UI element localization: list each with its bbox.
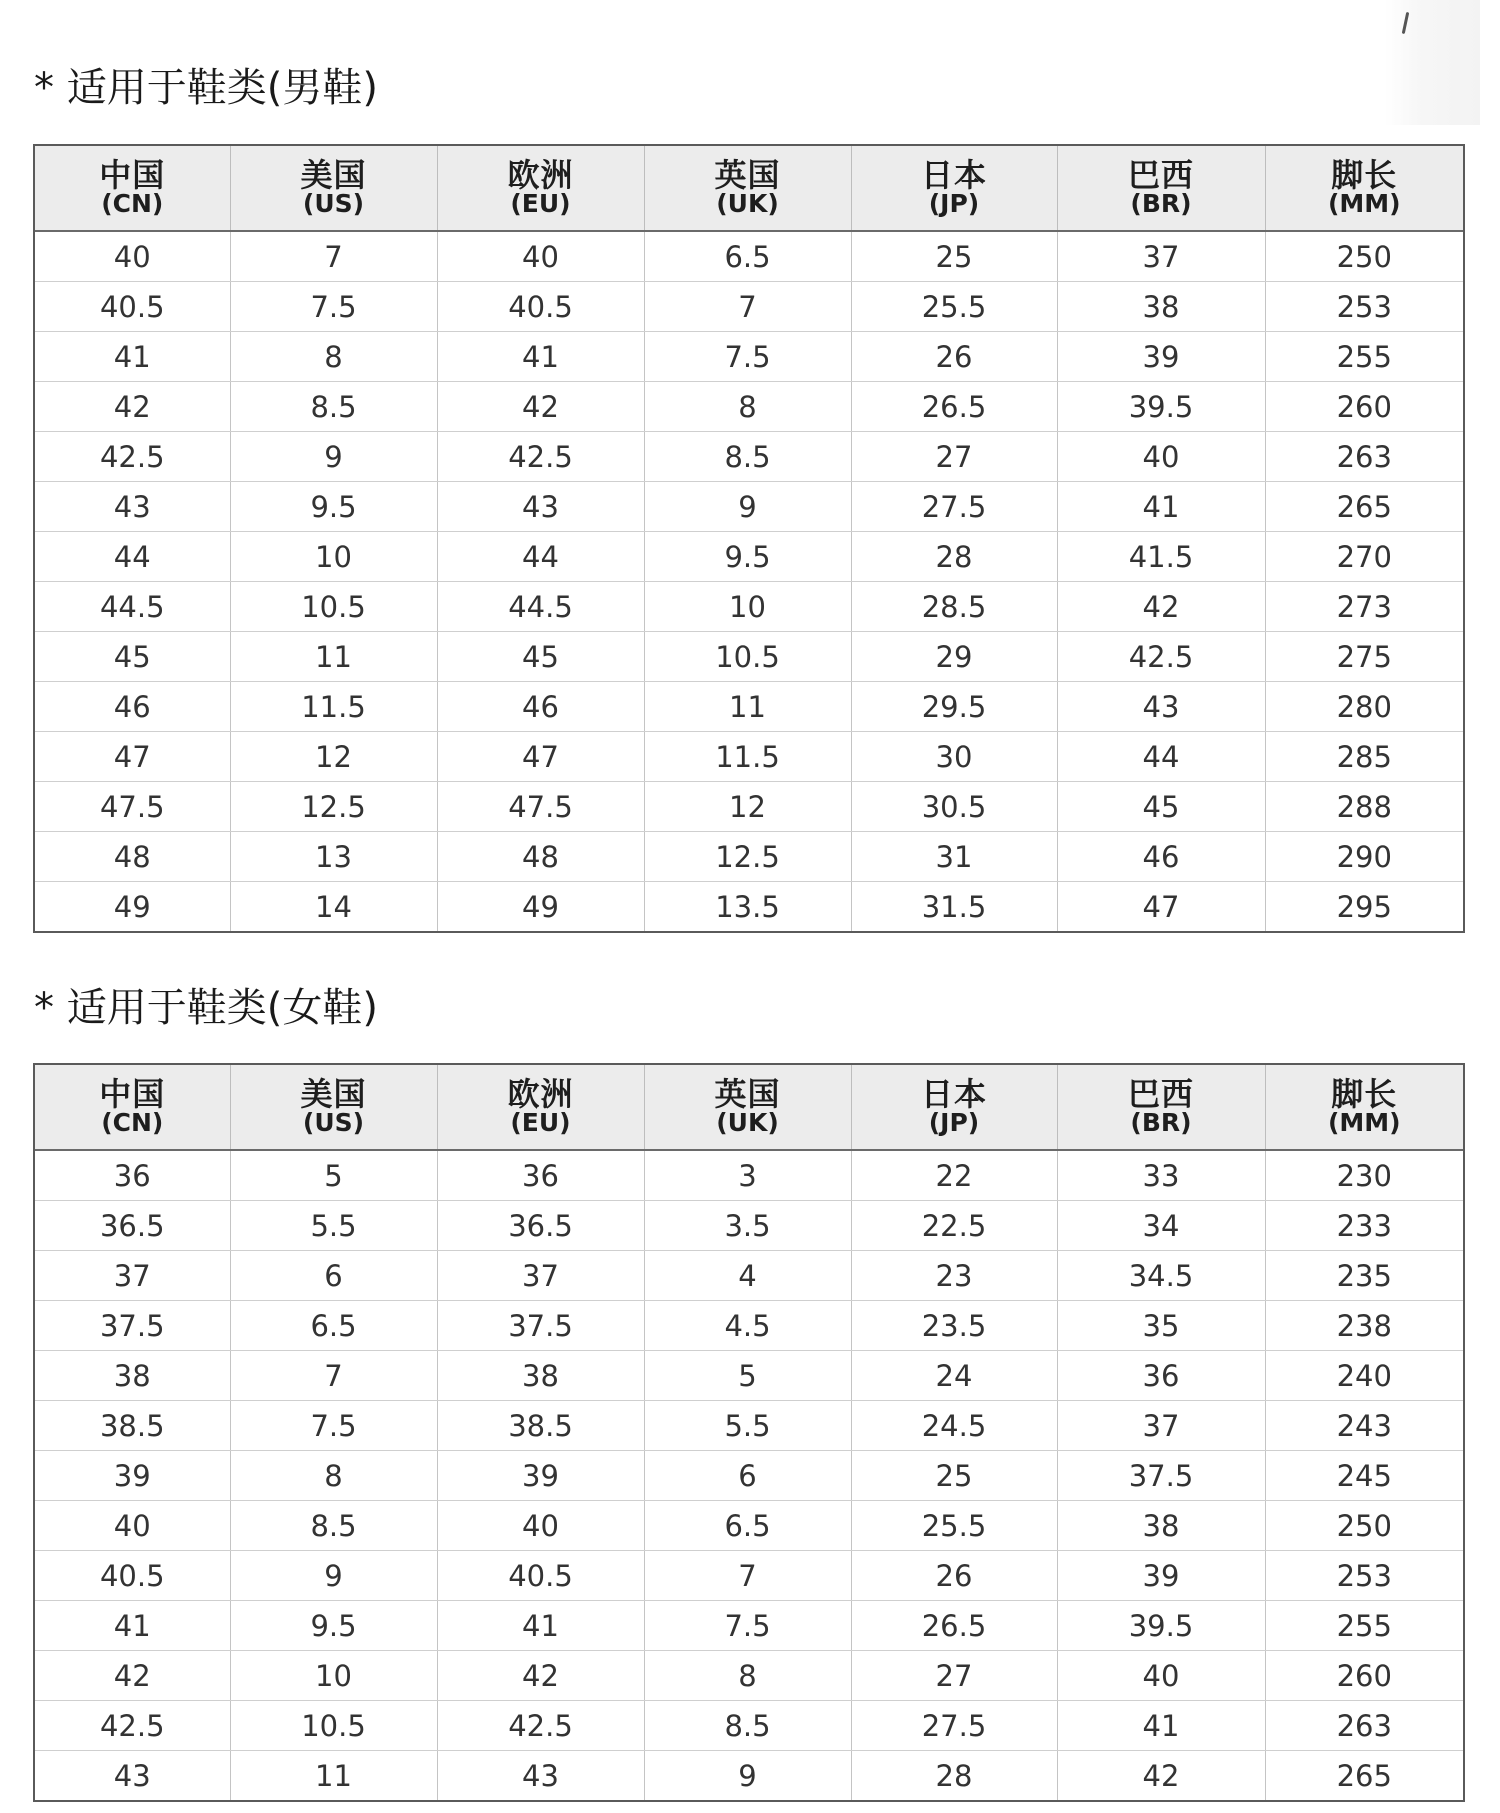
table-cell: 265 — [1336, 1758, 1392, 1793]
men-table-header — [35, 146, 1463, 231]
table-cell: 7 — [644, 282, 851, 332]
table-row — [35, 1501, 1463, 1551]
table-cell: 11.5 — [644, 732, 851, 782]
table-cell: 5 — [644, 1351, 851, 1401]
table-cell: 273 — [1265, 582, 1463, 632]
table-cell: 23 — [851, 1251, 1057, 1301]
table-cell: 6.5 — [230, 1301, 437, 1351]
table-cell: 230 — [1265, 1150, 1463, 1201]
table-cell: 41 — [35, 332, 230, 382]
header-label-en: (UK) — [716, 1107, 779, 1137]
table-cell: 40 — [35, 231, 230, 282]
men-header-us — [230, 146, 437, 231]
table-cell: 265 — [1265, 482, 1463, 532]
table-cell: 10.5 — [644, 632, 851, 682]
header-label-en: (EU) — [510, 1107, 571, 1137]
men-header-uk — [644, 146, 851, 231]
table-cell: 36 — [1057, 1351, 1265, 1401]
table-cell: 8 — [230, 1451, 437, 1501]
table-cell: 26 — [851, 1551, 1057, 1601]
table-cell: 45 — [35, 632, 230, 682]
table-cell: 25 — [851, 231, 1057, 282]
table-cell: 250 — [1265, 231, 1463, 282]
table-cell: 40 — [1057, 1651, 1265, 1701]
table-row — [35, 1701, 1463, 1751]
women-header-jp — [851, 1065, 1057, 1150]
header-label-zh: 中国 — [99, 1074, 166, 1113]
table-row — [35, 231, 1463, 282]
header-label-zh: 巴西 — [1127, 1074, 1194, 1113]
men-section-title: * 适用于鞋类(男鞋) — [34, 65, 378, 111]
table-cell: 39.5 — [1057, 382, 1265, 432]
table-cell: 43 — [35, 1751, 230, 1801]
table-cell: 47 — [1057, 882, 1265, 932]
table-row — [35, 1301, 1463, 1351]
table-cell: 44.5 — [437, 582, 644, 632]
table-cell: 37 — [1057, 1401, 1265, 1451]
table-cell: 288 — [1265, 782, 1463, 832]
header-label-zh: 日本 — [920, 155, 987, 194]
table-cell: 37.5 — [1057, 1451, 1265, 1501]
table-cell: 260 — [1265, 382, 1463, 432]
header-label-zh: 美国 — [300, 155, 367, 194]
table-cell: 28 — [851, 532, 1057, 582]
header-label-zh: 脚长 — [1331, 155, 1398, 194]
table-row — [35, 1451, 1463, 1501]
table-cell: 43 — [437, 1751, 644, 1801]
women-header-cn — [35, 1065, 230, 1150]
table-cell: 260 — [1265, 1651, 1463, 1701]
table-cell: 48 — [35, 832, 230, 882]
table-row — [35, 1351, 1463, 1401]
table-cell: 33 — [1057, 1150, 1265, 1201]
table-cell: 36.5 — [35, 1201, 230, 1251]
table-cell: 9.5 — [230, 1601, 437, 1651]
table-cell: 10.5 — [230, 1701, 437, 1751]
table-cell: 27.5 — [851, 1701, 1057, 1751]
table-cell: 6.5 — [644, 1501, 851, 1551]
table-cell: 7 — [230, 231, 437, 282]
table-row — [35, 582, 1463, 632]
table-cell: 49 — [35, 882, 230, 932]
women-section-title: * 适用于鞋类(女鞋) — [34, 985, 378, 1031]
table-row — [35, 732, 1463, 782]
table-cell: 9 — [644, 1751, 851, 1801]
table-row — [35, 632, 1463, 682]
table-cell: 6 — [644, 1451, 851, 1501]
table-cell: 46 — [437, 682, 644, 732]
table-row — [35, 882, 1463, 932]
table-cell: 3 — [644, 1150, 851, 1201]
table-row — [35, 782, 1463, 832]
table-cell: 42.5 — [35, 432, 230, 482]
table-cell: 26.5 — [851, 1601, 1057, 1651]
table-row — [35, 282, 1463, 332]
table-cell: 39 — [35, 1451, 230, 1501]
header-label-en: (BR) — [1130, 1107, 1192, 1137]
table-cell: 255 — [1265, 332, 1463, 382]
header-label-en: (UK) — [716, 188, 779, 218]
table-cell: 38 — [437, 1351, 644, 1401]
table-cell: 39.5 — [1057, 1601, 1265, 1651]
table-cell: 9 — [230, 1551, 437, 1601]
corner-shading — [1385, 0, 1480, 125]
table-cell: 9.5 — [230, 482, 437, 532]
table-cell: 8.5 — [644, 1701, 851, 1751]
table-cell: 40.5 — [437, 282, 644, 332]
table-cell: 36 — [437, 1150, 644, 1201]
table-cell: 245 — [1265, 1451, 1463, 1501]
table-cell: 263 — [1265, 432, 1463, 482]
table-cell: 27 — [851, 1651, 1057, 1701]
table-cell: 14 — [230, 882, 437, 932]
table-cell: 48 — [437, 832, 644, 882]
table-cell: 42 — [1057, 582, 1265, 632]
table-cell: 42.5 — [437, 432, 644, 482]
table-cell: 250 — [1265, 1501, 1463, 1551]
table-cell: 38.5 — [437, 1401, 644, 1451]
table-row — [35, 532, 1463, 582]
table-cell: 8 — [644, 382, 851, 432]
table-cell: 9 — [644, 482, 851, 532]
table-cell: 37 — [1057, 231, 1265, 282]
table-cell: 43 — [35, 482, 230, 532]
table-cell: 11 — [230, 632, 437, 682]
table-cell: 253 — [1265, 1551, 1463, 1601]
table-cell: 295 — [1336, 889, 1392, 924]
table-cell: 9.5 — [644, 532, 851, 582]
table-cell: 255 — [1265, 1601, 1463, 1651]
table-cell: 30 — [851, 732, 1057, 782]
header-label-en: (US) — [302, 188, 365, 218]
table-cell: 10 — [230, 1651, 437, 1701]
table-cell: 13 — [230, 832, 437, 882]
table-cell: 38 — [1057, 282, 1265, 332]
header-label-zh: 欧洲 — [507, 155, 574, 194]
table-cell: 5.5 — [644, 1401, 851, 1451]
men-size-table — [33, 144, 1465, 933]
header-label-en: (JP) — [928, 1107, 980, 1137]
table-cell: 12.5 — [230, 782, 437, 832]
table-cell: 40 — [437, 231, 644, 282]
table-cell: 41 — [1057, 1701, 1265, 1751]
table-row — [35, 1201, 1463, 1251]
header-label-zh: 英国 — [714, 1074, 781, 1113]
table-cell: 26 — [851, 332, 1057, 382]
table-cell: 40.5 — [35, 1551, 230, 1601]
table-cell: 31.5 — [851, 882, 1057, 932]
table-cell: 36.5 — [437, 1201, 644, 1251]
table-row — [35, 482, 1463, 532]
table-cell: 9 — [230, 432, 437, 482]
table-cell: 13.5 — [644, 882, 851, 932]
table-cell: 5.5 — [230, 1201, 437, 1251]
table-cell: 8 — [644, 1651, 851, 1701]
header-label-en: (MM) — [1327, 188, 1401, 218]
table-row — [35, 1401, 1463, 1451]
table-cell: 12 — [230, 732, 437, 782]
table-cell: 42.5 — [1057, 632, 1265, 682]
table-cell: 29 — [851, 632, 1057, 682]
header-label-zh: 中国 — [99, 155, 166, 194]
women-header-mm — [1265, 1065, 1463, 1150]
header-label-zh: 日本 — [920, 1074, 987, 1113]
table-cell: 4 — [644, 1251, 851, 1301]
table-cell: 25 — [851, 1451, 1057, 1501]
table-cell: 47.5 — [437, 782, 644, 832]
women-header-br — [1057, 1065, 1265, 1150]
table-cell: 42 — [35, 382, 230, 432]
table-cell: 34 — [1057, 1201, 1265, 1251]
table-cell: 41 — [437, 332, 644, 382]
table-cell: 42 — [1057, 1751, 1265, 1801]
table-cell: 44.5 — [35, 582, 230, 632]
table-cell: 41 — [1057, 482, 1265, 532]
header-label-en: (MM) — [1327, 1107, 1401, 1137]
table-cell: 40 — [35, 1501, 230, 1551]
table-cell: 37.5 — [35, 1301, 230, 1351]
table-cell: 42 — [35, 1651, 230, 1701]
table-cell: 42 — [437, 1651, 644, 1701]
women-header-us — [230, 1065, 437, 1150]
women-table-body — [35, 1150, 1463, 1800]
table-row — [35, 332, 1463, 382]
table-cell: 8.5 — [230, 382, 437, 432]
table-cell: 11 — [644, 682, 851, 732]
table-cell: 29.5 — [851, 682, 1057, 732]
table-cell: 263 — [1265, 1701, 1463, 1751]
men-header-eu — [437, 146, 644, 231]
table-cell: 7 — [644, 1551, 851, 1601]
men-header-cn — [35, 146, 230, 231]
table-cell: 31 — [851, 832, 1057, 882]
table-cell: 8.5 — [230, 1501, 437, 1551]
table-cell: 270 — [1265, 532, 1463, 582]
table-row — [35, 1651, 1463, 1701]
table-cell: 42 — [437, 382, 644, 432]
table-cell: 238 — [1265, 1301, 1463, 1351]
table-cell: 24 — [851, 1351, 1057, 1401]
table-cell: 7.5 — [230, 282, 437, 332]
table-cell: 40 — [1057, 432, 1265, 482]
men-header-jp — [851, 146, 1057, 231]
table-cell: 43 — [437, 482, 644, 532]
table-cell: 42.5 — [35, 1701, 230, 1751]
table-cell: 6.5 — [644, 231, 851, 282]
table-row — [35, 1150, 1463, 1201]
women-size-table-grid — [35, 1065, 1463, 1800]
table-cell: 44 — [437, 532, 644, 582]
women-header-uk — [644, 1065, 851, 1150]
table-cell: 47 — [35, 732, 230, 782]
table-cell: 49 — [437, 882, 644, 932]
table-cell: 30.5 — [851, 782, 1057, 832]
table-cell: 40.5 — [437, 1551, 644, 1601]
table-cell: 7 — [230, 1351, 437, 1401]
header-label-zh: 欧洲 — [507, 1074, 574, 1113]
table-cell: 44 — [1057, 732, 1265, 782]
table-cell: 28.5 — [851, 582, 1057, 632]
table-cell: 39 — [437, 1451, 644, 1501]
table-cell: 11.5 — [230, 682, 437, 732]
table-cell: 43 — [1057, 682, 1265, 732]
table-cell: 38.5 — [35, 1401, 230, 1451]
table-cell: 27 — [851, 432, 1057, 482]
table-cell: 3.5 — [644, 1201, 851, 1251]
header-label-en: (US) — [302, 1107, 365, 1137]
men-header-br — [1057, 146, 1265, 231]
table-cell: 45 — [1057, 782, 1265, 832]
table-cell: 23.5 — [851, 1301, 1057, 1351]
table-cell: 22.5 — [851, 1201, 1057, 1251]
table-cell: 8.5 — [644, 432, 851, 482]
header-label-zh: 英国 — [714, 155, 781, 194]
table-cell: 12.5 — [644, 832, 851, 882]
table-cell: 39 — [1057, 332, 1265, 382]
table-cell: 233 — [1265, 1201, 1463, 1251]
table-cell: 35 — [1057, 1301, 1265, 1351]
table-cell: 40 — [437, 1501, 644, 1551]
table-cell: 24.5 — [851, 1401, 1057, 1451]
table-cell: 290 — [1265, 832, 1463, 882]
table-cell: 45 — [437, 632, 644, 682]
table-cell: 280 — [1265, 682, 1463, 732]
table-row — [35, 382, 1463, 432]
table-cell: 44 — [35, 532, 230, 582]
table-cell: 39 — [1057, 1551, 1265, 1601]
table-cell: 41.5 — [1057, 532, 1265, 582]
table-cell: 46 — [1057, 832, 1265, 882]
table-cell: 285 — [1265, 732, 1463, 782]
men-header-mm — [1265, 146, 1463, 231]
table-cell: 41 — [35, 1601, 230, 1651]
table-cell: 37.5 — [437, 1301, 644, 1351]
women-header-eu — [437, 1065, 644, 1150]
table-row — [35, 1751, 1463, 1801]
table-cell: 42.5 — [437, 1701, 644, 1751]
table-cell: 6 — [230, 1251, 437, 1301]
header-label-en: (CN) — [101, 188, 164, 218]
table-cell: 10 — [230, 532, 437, 582]
men-table-body — [35, 231, 1463, 931]
table-row — [35, 432, 1463, 482]
table-cell: 47 — [437, 732, 644, 782]
table-cell: 38 — [1057, 1501, 1265, 1551]
header-label-zh: 脚长 — [1331, 1074, 1398, 1113]
table-cell: 40.5 — [35, 282, 230, 332]
table-cell: 47.5 — [35, 782, 230, 832]
table-cell: 25.5 — [851, 282, 1057, 332]
table-cell: 4.5 — [644, 1301, 851, 1351]
table-row — [35, 1601, 1463, 1651]
header-label-zh: 巴西 — [1127, 155, 1194, 194]
table-cell: 26.5 — [851, 382, 1057, 432]
table-cell: 8 — [230, 332, 437, 382]
table-cell: 275 — [1265, 632, 1463, 682]
men-size-table-grid — [35, 146, 1463, 931]
table-cell: 37 — [35, 1251, 230, 1301]
table-cell: 46 — [35, 682, 230, 732]
table-cell: 7.5 — [230, 1401, 437, 1451]
table-cell: 7.5 — [644, 1601, 851, 1651]
table-cell: 243 — [1265, 1401, 1463, 1451]
table-row — [35, 832, 1463, 882]
table-row — [35, 1551, 1463, 1601]
table-cell: 10.5 — [230, 582, 437, 632]
table-row — [35, 1251, 1463, 1301]
table-cell: 240 — [1265, 1351, 1463, 1401]
header-label-en: (BR) — [1130, 188, 1192, 218]
header-label-en: (CN) — [101, 1107, 164, 1137]
table-cell: 7.5 — [644, 332, 851, 382]
table-cell: 41 — [437, 1601, 644, 1651]
table-cell: 253 — [1265, 282, 1463, 332]
table-cell: 12 — [644, 782, 851, 832]
women-size-table — [33, 1063, 1465, 1802]
table-cell: 25.5 — [851, 1501, 1057, 1551]
table-cell: 36 — [35, 1150, 230, 1201]
table-cell: 10 — [644, 582, 851, 632]
table-cell: 235 — [1265, 1251, 1463, 1301]
header-label-zh: 美国 — [300, 1074, 367, 1113]
table-cell: 38 — [35, 1351, 230, 1401]
table-cell: 28 — [851, 1751, 1057, 1801]
table-cell: 37 — [437, 1251, 644, 1301]
table-cell: 22 — [851, 1150, 1057, 1201]
table-cell: 27.5 — [851, 482, 1057, 532]
header-label-en: (EU) — [510, 188, 571, 218]
table-cell: 11 — [230, 1751, 437, 1801]
table-cell: 5 — [230, 1150, 437, 1201]
table-cell: 34.5 — [1057, 1251, 1265, 1301]
header-label-en: (JP) — [928, 188, 980, 218]
table-row — [35, 682, 1463, 732]
women-table-header — [35, 1065, 1463, 1150]
